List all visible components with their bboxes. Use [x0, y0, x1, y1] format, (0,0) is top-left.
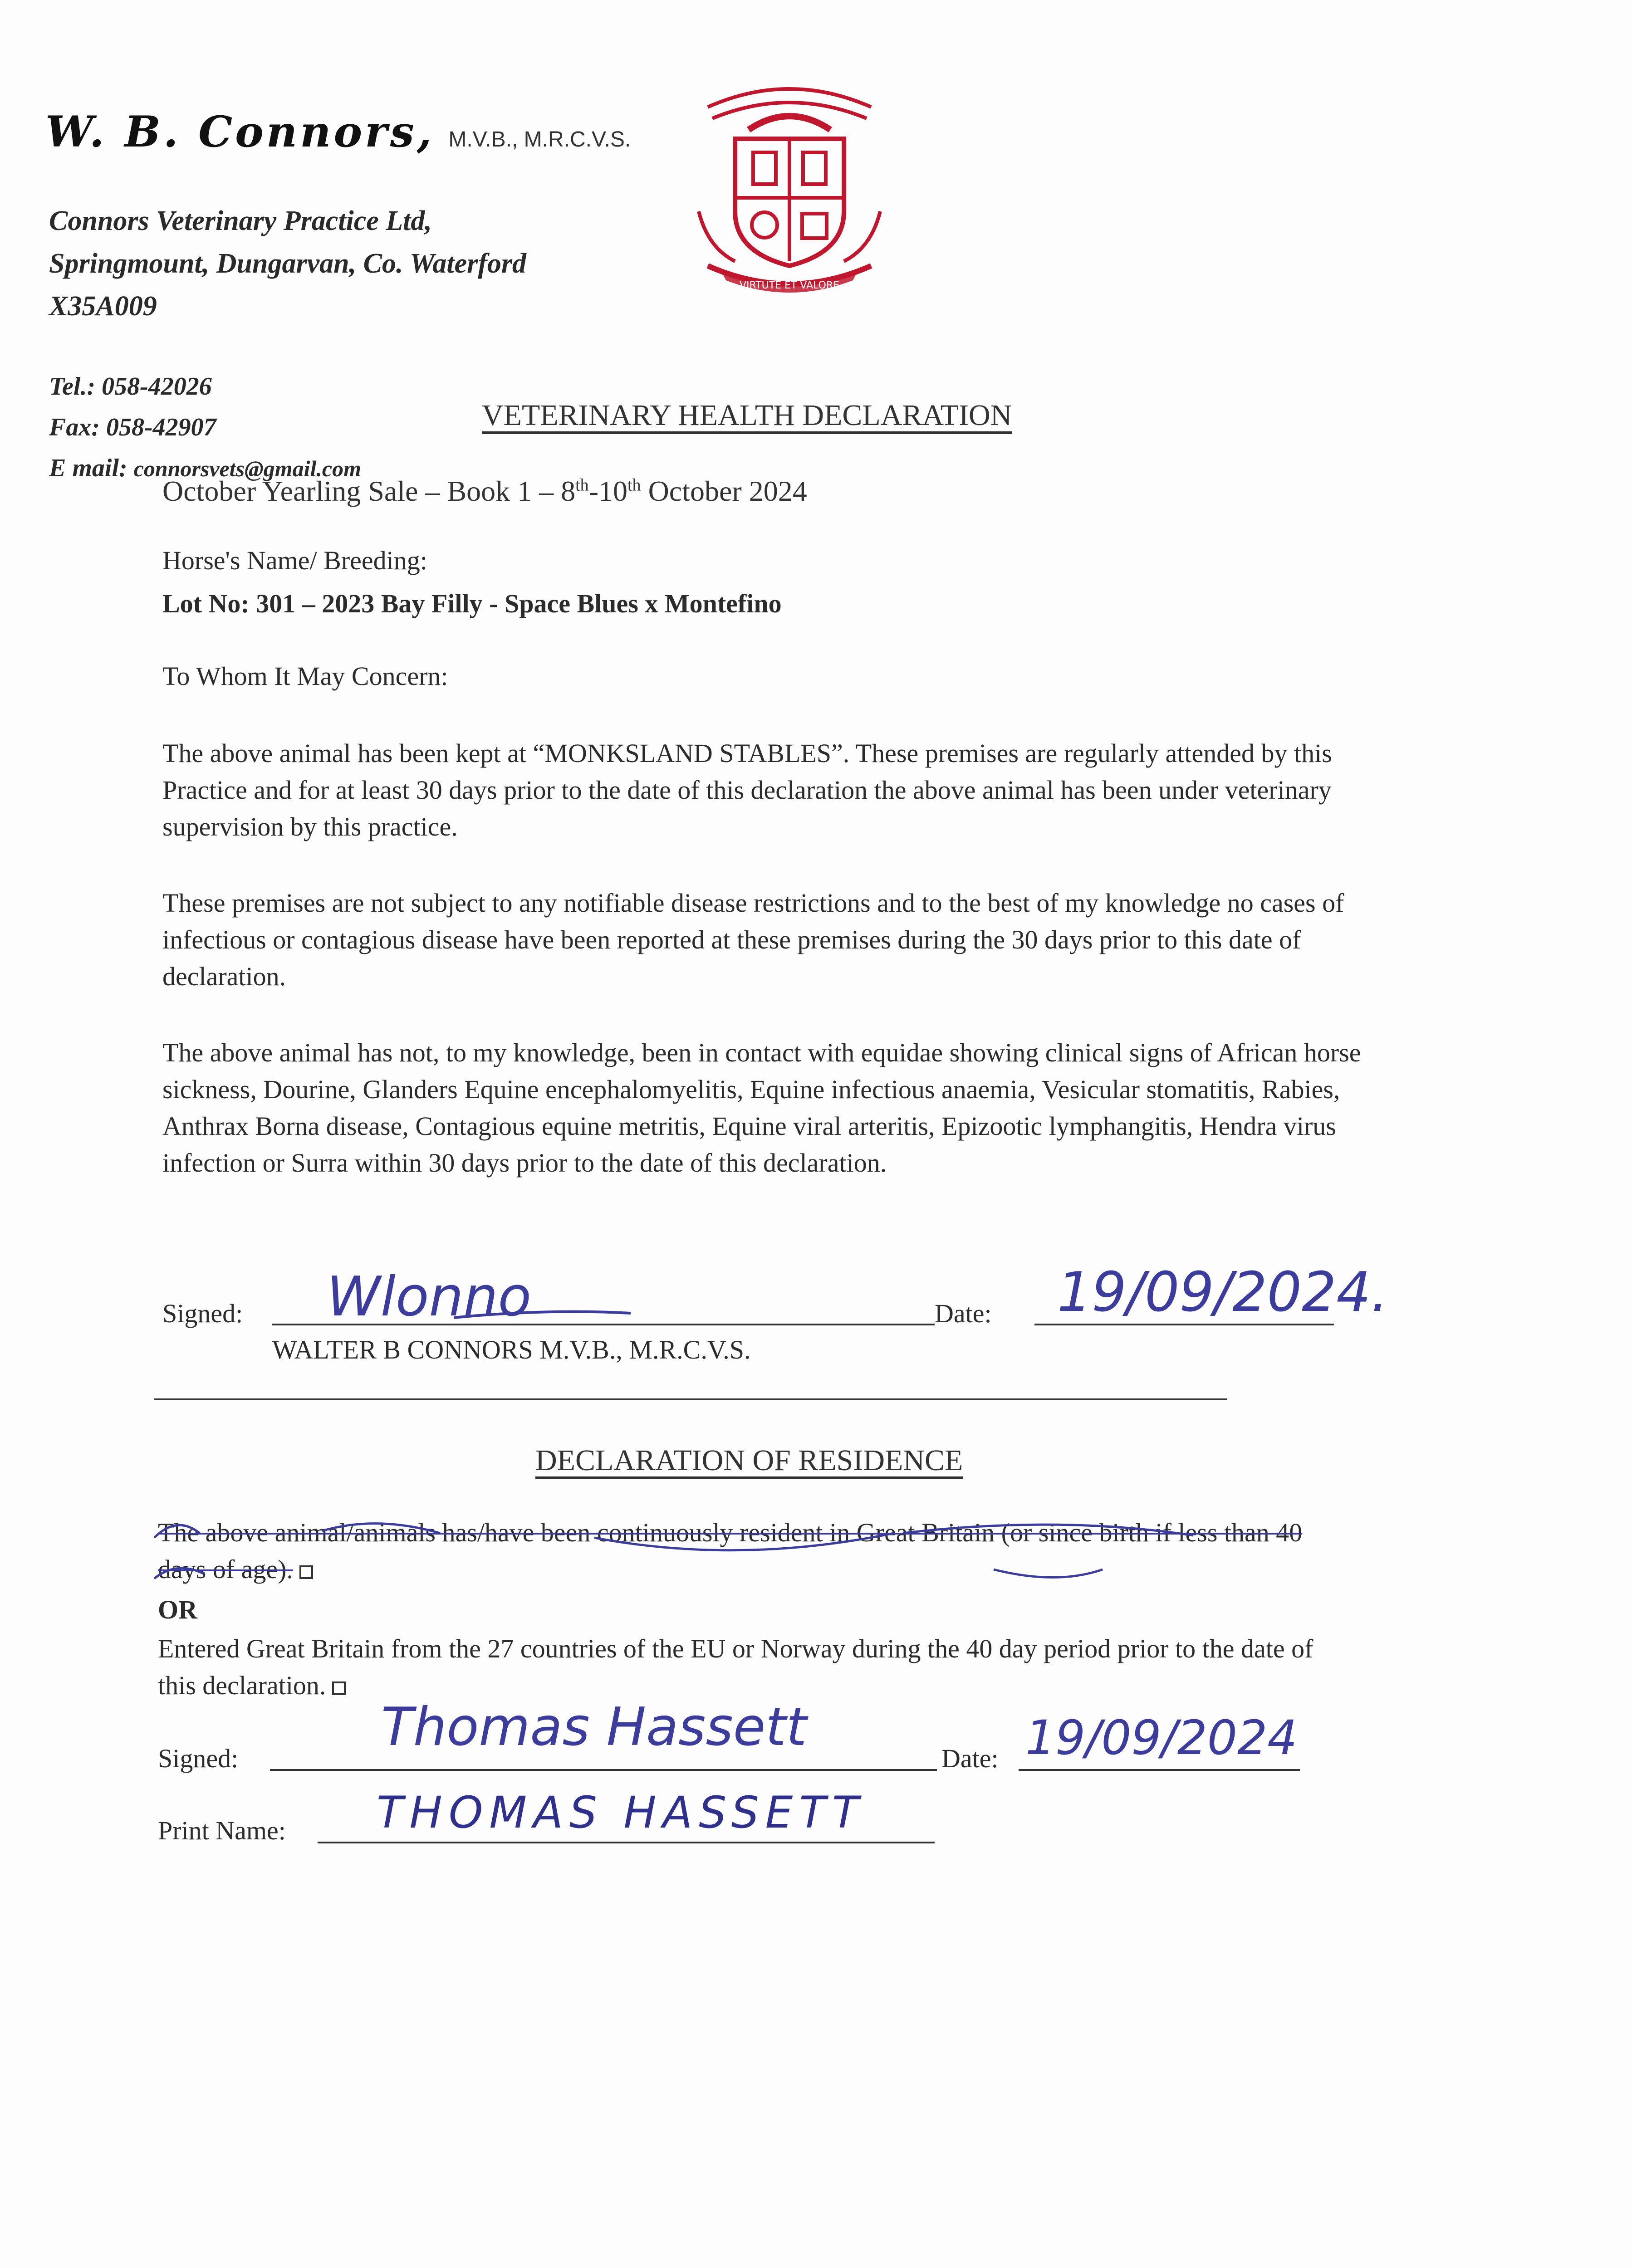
email-label: E mail:	[49, 454, 127, 482]
crest-icon	[681, 75, 898, 293]
print-name-line	[318, 1842, 935, 1843]
practice-tel: Tel.: 058-42026	[49, 372, 212, 401]
sale-sup-2: th	[627, 475, 641, 495]
practice-name: Connors Veterinary Practice Ltd,	[49, 205, 432, 236]
horse-label: Horse's Name/ Breeding:	[162, 546, 427, 575]
sale-line	[162, 474, 807, 508]
owner-signed-label: Signed:	[158, 1744, 239, 1773]
owner-date-label: Date:	[941, 1744, 999, 1773]
vet-signature: Wlonno	[327, 1266, 531, 1329]
residence-option-2-checkbox[interactable]	[332, 1681, 346, 1695]
vet-name-line	[45, 107, 631, 157]
sale-suffix: October 2024	[641, 475, 807, 507]
owner-date-line	[1019, 1769, 1300, 1771]
crest-motto: VIRTUTE ET VALORE	[739, 280, 840, 291]
strikeout-scribble-icon	[150, 1506, 1329, 1597]
sale-sup-1: th	[575, 475, 589, 495]
vet-signed-label: Signed:	[162, 1299, 243, 1328]
owner-signature: Thomas Hassett	[381, 1696, 807, 1758]
sale-mid: -10	[588, 475, 627, 507]
owner-signature-line	[270, 1769, 937, 1771]
vet-date-value: 19/09/2024.	[1057, 1261, 1388, 1324]
vet-signatory-name: WALTER B CONNORS M.V.B., M.R.C.V.S.	[272, 1335, 751, 1364]
practice-crest-logo	[681, 75, 898, 295]
salutation: To Whom It May Concern:	[162, 661, 448, 691]
paragraph-premises: The above animal has been kept at “MONKSLAND STABLES”. These premises are regularly attended by this Practice and for at least 30 days prior to the date of this declaration the above animal has been under veterinary supervision by this practice.	[162, 738, 1332, 841]
residence-title: DECLARATION OF RESIDENCE	[535, 1444, 963, 1477]
print-name-value: THOMAS HASSETT	[377, 1787, 865, 1838]
signature-flourish-icon	[454, 1306, 635, 1325]
residence-option-2-text: Entered Great Britain from the 27 countries of the EU or Norway during the 40 day period prior to the date of this declaration.	[158, 1634, 1313, 1700]
print-name-label: Print Name:	[158, 1816, 286, 1845]
health-declaration-title: VETERINARY HEALTH DECLARATION	[482, 399, 1012, 432]
owner-date-value: 19/09/2024	[1025, 1710, 1298, 1765]
or-label: OR	[158, 1595, 197, 1624]
practice-eircode: X35A009	[49, 291, 157, 322]
sale-prefix: October Yearling Sale – Book 1 – 8	[162, 475, 576, 507]
paragraph-diseases: The above animal has not, to my knowledge, been in contact with equidae showing clinical signs of African horse sickness, Dourine, Glanders Equine encephalomyelitis, Equine infectious anaemia, Vesicular stomatitis, Rabies, Anthrax Borna disease, Contagious equine metritis, Equine viral arteritis, Epizootic lymphangitis, Hendra virus infection or Surra within 30 days prior to the date of this declaration.	[162, 1038, 1361, 1178]
practice-fax: Fax: 058-42907	[49, 413, 216, 441]
practice-address: Springmount, Dungarvan, Co. Waterford	[49, 248, 527, 279]
section-divider	[154, 1398, 1227, 1400]
residence-option-1-text: The above animal/animals has/have been continuously resident in Great Britain (or since birth if less than 40 days of age).	[158, 1518, 1303, 1584]
lot-line: Lot No: 301 – 2023 Bay Filly - Space Blues x Montefino	[162, 589, 782, 618]
vet-name: W. B. Connors,	[45, 107, 435, 157]
email-address: connorsvets@gmail.com	[133, 456, 362, 481]
vet-qualifications: M.V.B., M.R.C.V.S.	[448, 127, 631, 152]
paragraph-restrictions: These premises are not subject to any notifiable disease restrictions and to the best of my knowledge no cases of infectious or contagious disease have been reported at these premises during the 30 days prior to this date of declaration.	[162, 888, 1344, 991]
vet-date-label: Date:	[935, 1299, 992, 1328]
residence-option-2	[158, 1630, 1338, 1704]
